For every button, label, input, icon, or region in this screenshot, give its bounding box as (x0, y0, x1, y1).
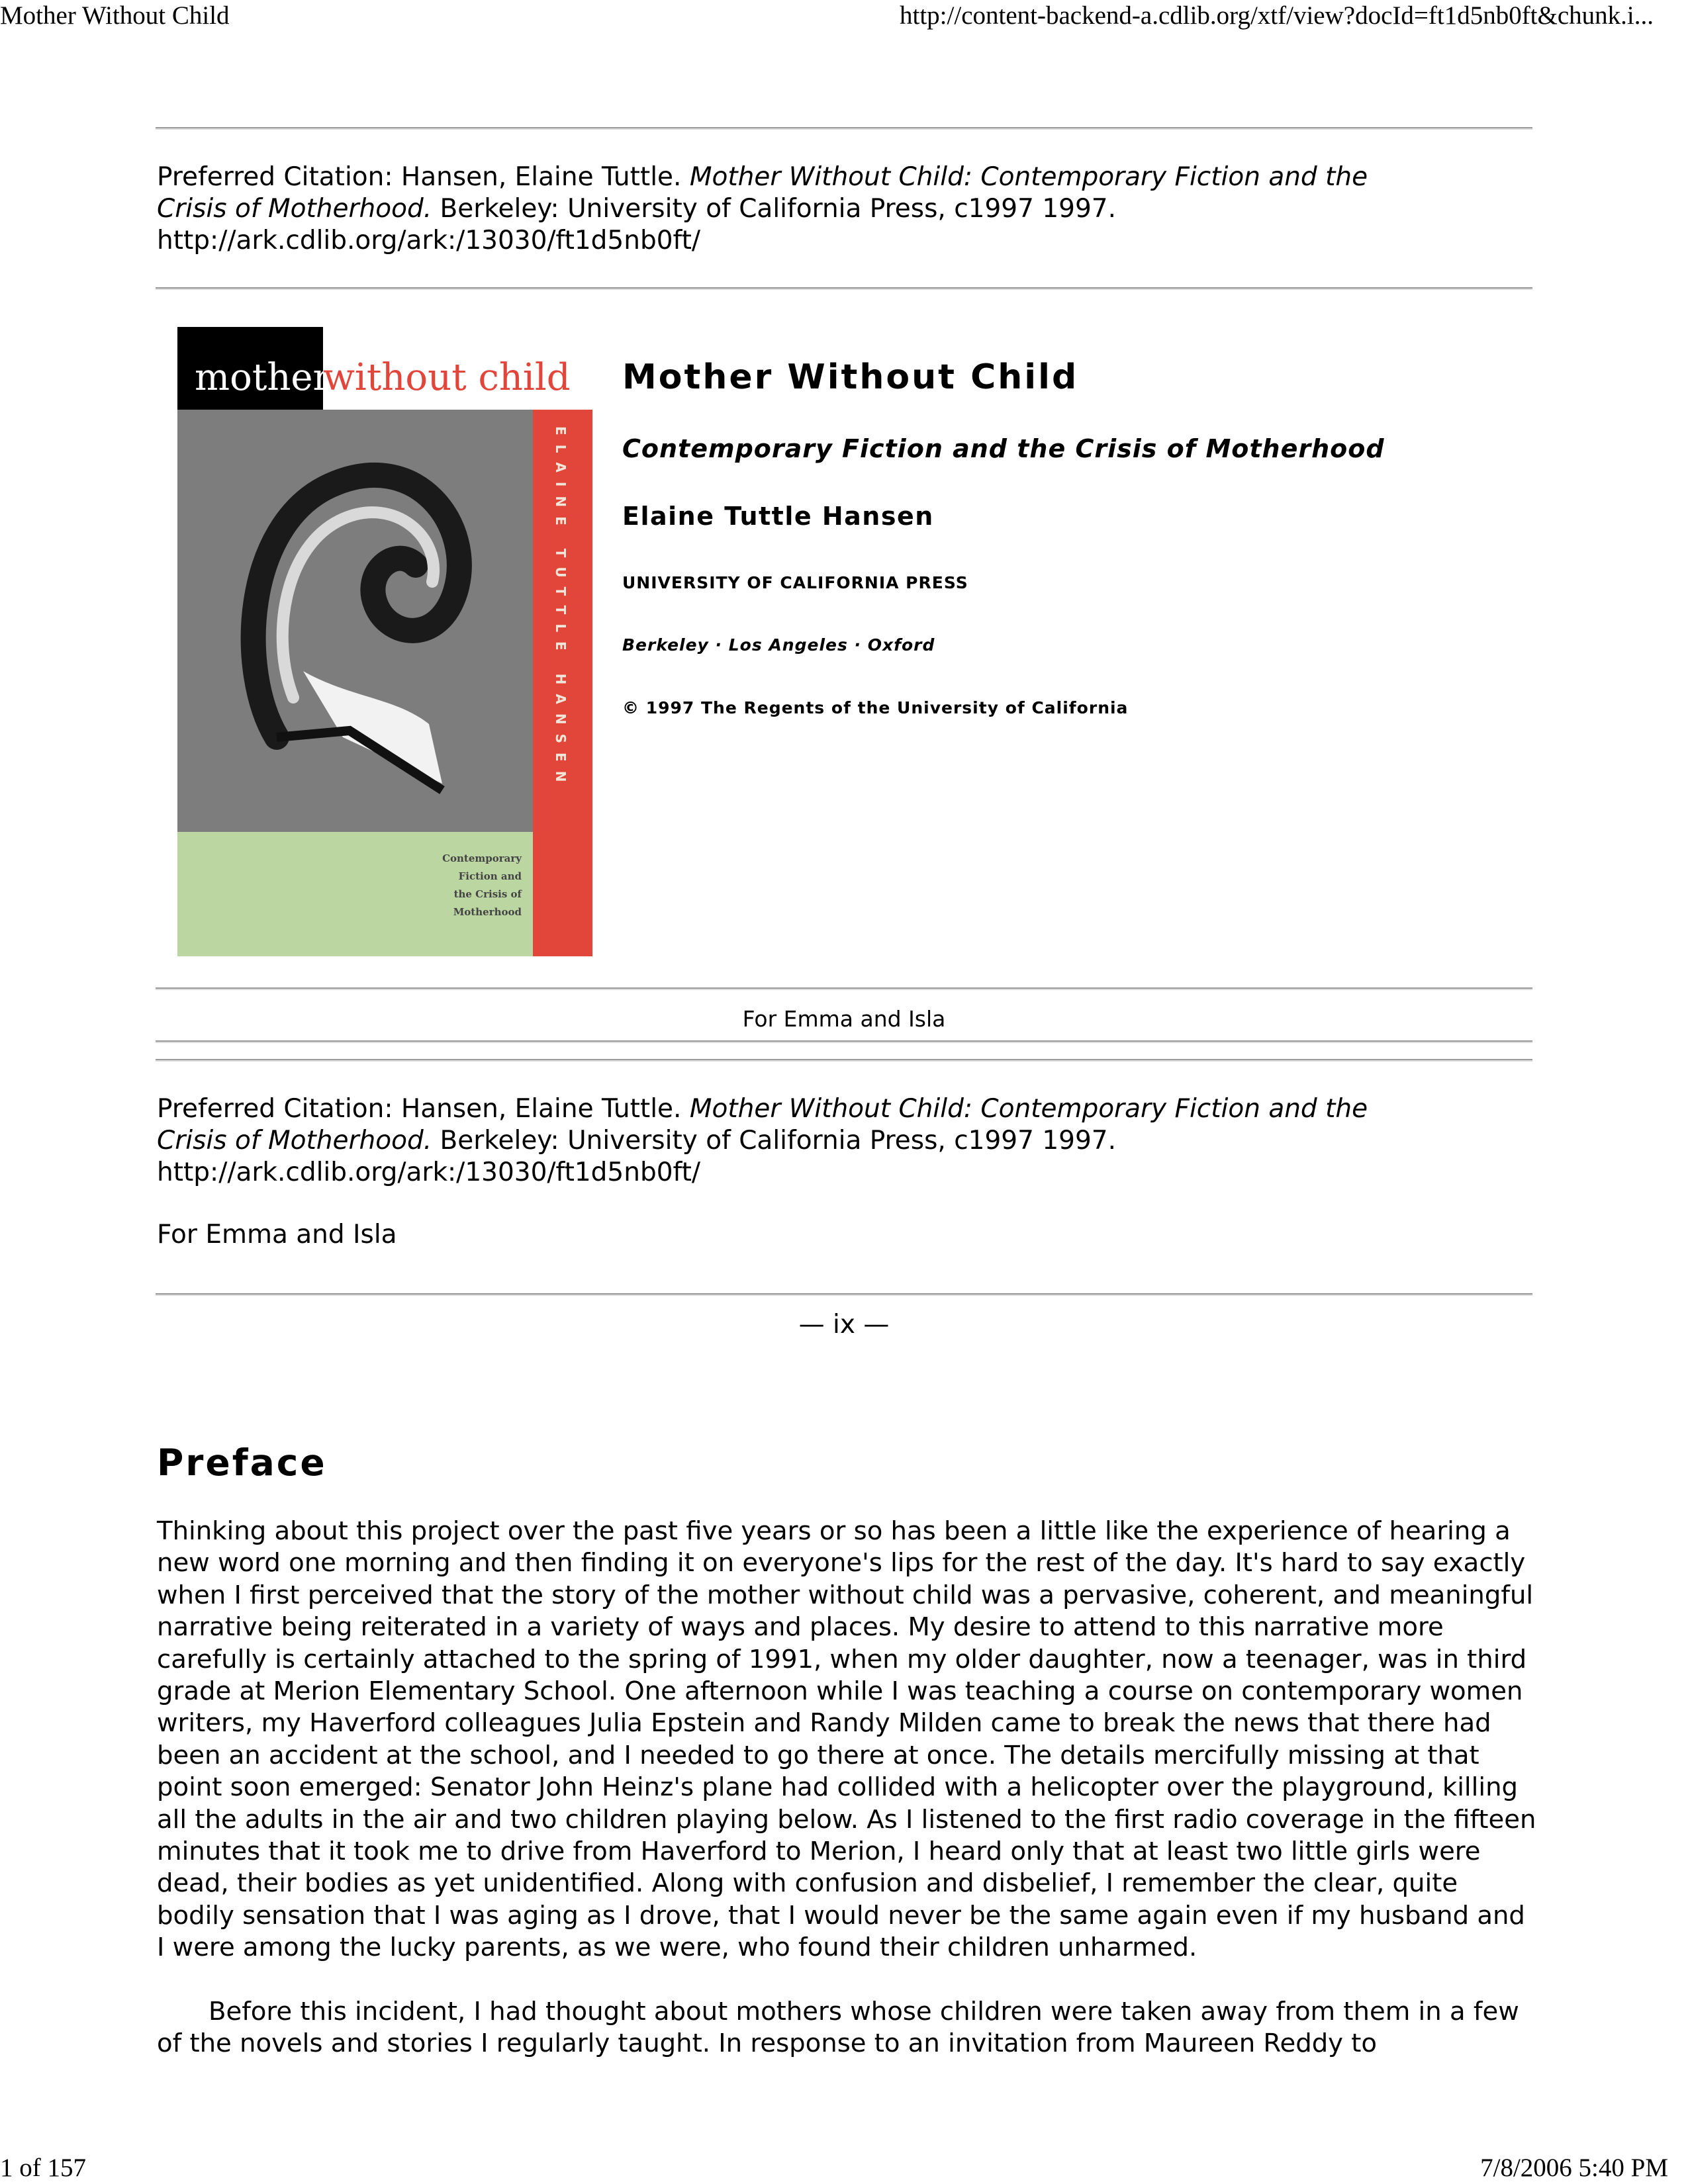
citation-title-line2: Crisis of Motherhood. (157, 194, 432, 224)
citation-url[interactable]: http://ark.cdlib.org/ark:/13030/ft1d5nb0ft/ (157, 1158, 700, 1187)
book-author: Elaine Tuttle Hansen (622, 502, 934, 531)
preface-heading: Preface (157, 1441, 327, 1484)
divider (156, 1059, 1532, 1062)
citation-title-line1: Mother Without Child: Contemporary Fiction and the (689, 162, 1368, 192)
book-places: Berkeley · Los Angeles · Oxford (622, 635, 935, 655)
print-timestamp: 7/8/2006 5:40 PM (1480, 2154, 1668, 2182)
citation-publisher: Berkeley: University of California Press, c1997 1997. (432, 1126, 1116, 1156)
cover-subtitle-line: Motherhood (453, 906, 522, 918)
cover-ear-illustration (177, 327, 533, 832)
book-cover-image (177, 327, 592, 956)
citation-prefix: Preferred Citation: Hansen, Elaine Tuttle. (157, 1094, 690, 1124)
page-count: 1 of 157 (0, 2154, 86, 2182)
citation-title-line2: Crisis of Motherhood. (157, 1126, 432, 1156)
dedication-centered: For Emma and Isla (742, 1006, 946, 1032)
book-publisher: UNIVERSITY OF CALIFORNIA PRESS (622, 573, 968, 592)
preface-paragraph-2: Before this incident, I had thought about mothers whose children were taken away from them in a few of the novels and stories I regularly taught. In response to an invitation from Maureen Reddy to (157, 1997, 1519, 2059)
book-subtitle: Contemporary Fiction and the Crisis of Motherhood (622, 434, 1385, 463)
citation-block (157, 161, 1534, 257)
header-doc-title: Mother Without Child (0, 1, 230, 30)
dedication: For Emma and Isla (157, 1220, 397, 1250)
cover-subtitle-line: Contemporary (442, 852, 522, 864)
cover-title-word1: mother (195, 356, 331, 399)
book-copyright: © 1997 The Regents of the University of California (622, 698, 1129, 717)
cover-subtitle (363, 850, 522, 921)
preface-paragraph-1: Thinking about this project over the past five years or so has been a little like the experience of hearing a new word one morning and then finding it on everyone's lips for the rest of the day. It's hard to say exactly when I first perceived that the story of the mother without child was a pervasive, coherent, and meaningful narrative being reiterated in a variety of ways and places. My desire to attend to this narrative more carefully is certainly attached to the spring of 1991, when my older daughter, now a teenager, was in third grade at Merion Elementary School. One afternoon while I was teaching a course on contemporary women writers, my Haverford colleagues Julia Epstein and Randy Milden came to break the news that there had been an accident at the school, and I needed to go there at once. The details mercifully missing at that point soon emerged: Senator John Heinz's plane had collided with a helicopter over the playground, killing all the adults in the air and two children playing below. As I listened to the first radio coverage in the fifteen minutes that it took me to drive from Haverford to Merion, I heard only that at least two little girls were dead, their bodies as yet unidentified. Along with confusion and disbelief, I remember the clear, quite bodily sensation that I was aging as I drove, that I would never be the same again even if my husband and I were among the lucky parents, as we were, who found their children unharmed. (157, 1516, 1536, 1963)
divider (156, 127, 1532, 130)
cover-subtitle-line: the Crisis of (453, 888, 522, 900)
divider (156, 1293, 1532, 1296)
cover-author-vertical: ELAINE TUTTLE HANSEN (553, 426, 569, 792)
cover-subtitle-line: Fiction and (458, 870, 522, 882)
citation-title-line1: Mother Without Child: Contemporary Fiction and the (689, 1094, 1368, 1124)
book-title: Mother Without Child (622, 357, 1079, 397)
citation-prefix: Preferred Citation: Hansen, Elaine Tuttle. (157, 162, 690, 192)
header-url: http://content-backend-a.cdlib.org/xtf/view?docId=ft1d5nb0ft&chunk.i... (900, 1, 1654, 30)
cover-title-word2: without child (323, 356, 571, 399)
divider (156, 287, 1532, 290)
citation-url[interactable]: http://ark.cdlib.org/ark:/13030/ft1d5nb0ft/ (157, 226, 700, 255)
citation-block (157, 1093, 1534, 1189)
citation-publisher: Berkeley: University of California Press, c1997 1997. (432, 194, 1116, 224)
divider (156, 987, 1532, 990)
divider (156, 1040, 1532, 1043)
page-marker: — ix — (798, 1310, 890, 1340)
